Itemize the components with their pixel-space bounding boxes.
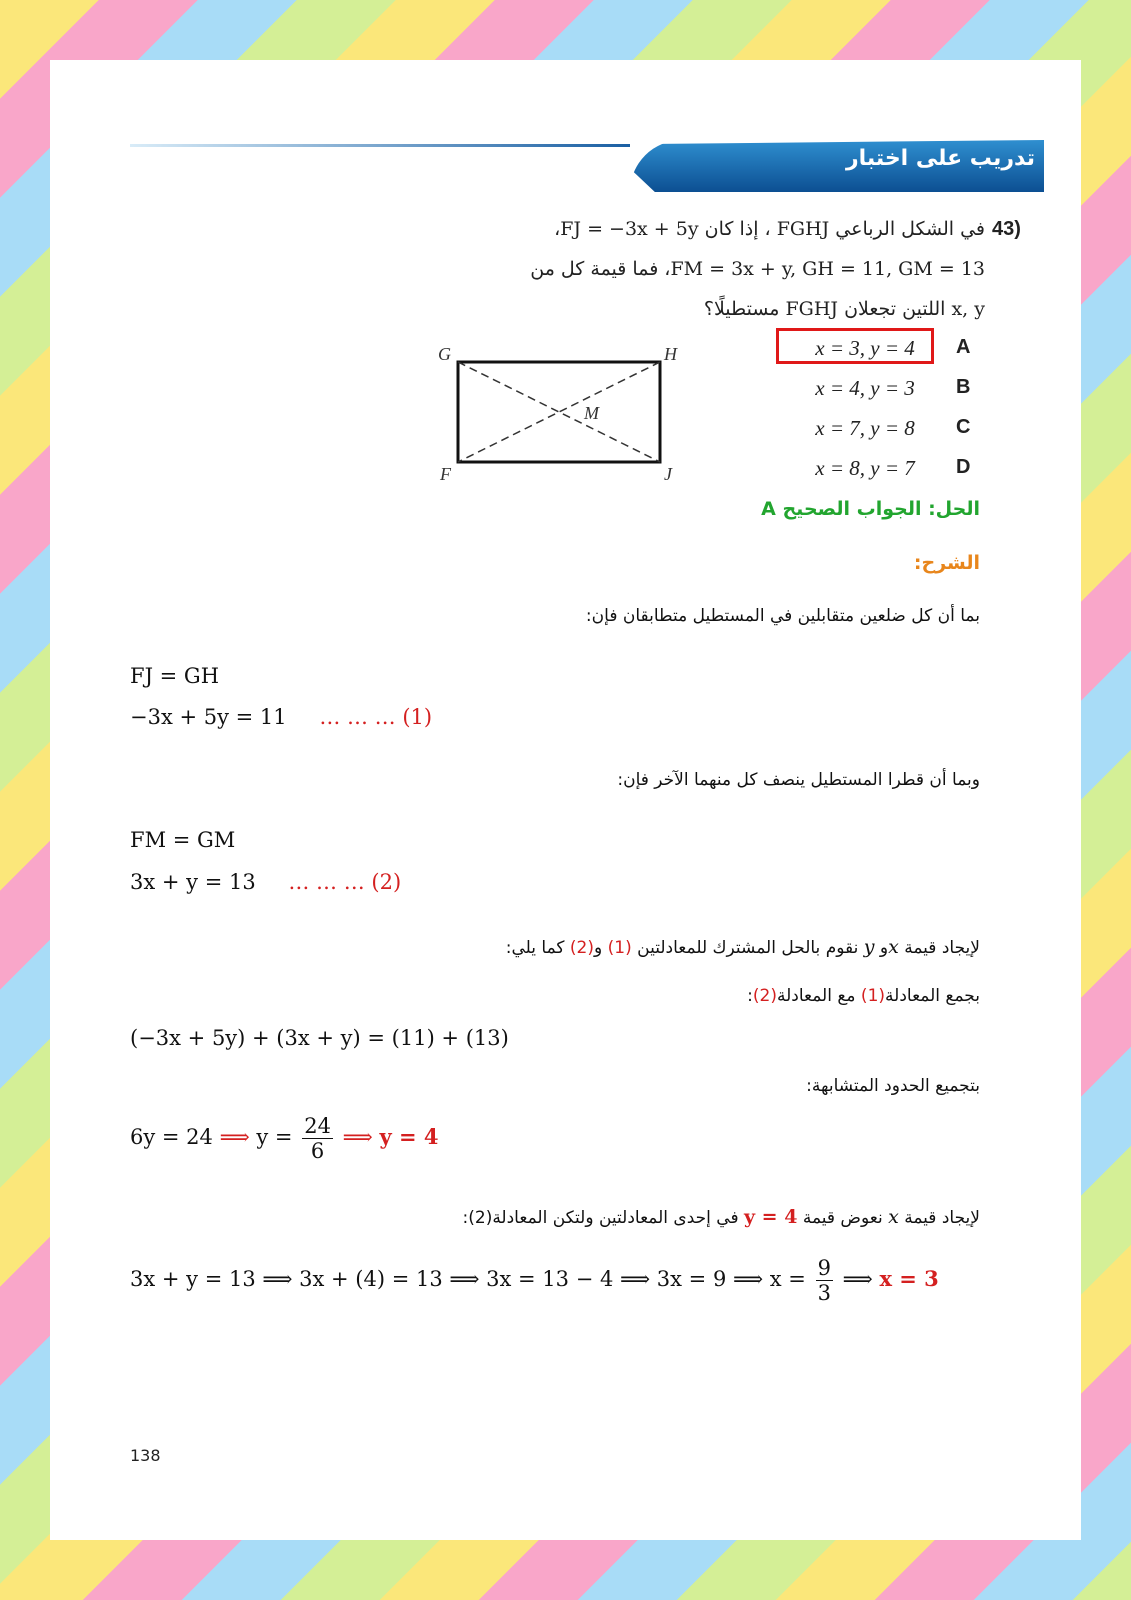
equation-solve-x [130,1256,939,1305]
question-line-1: في الشكل الرباعي FGHJ ، إذا كان FJ = −3x + 5y، [554,218,985,240]
variable-x: x [888,936,899,958]
value-y-4: y = 4 [744,1206,798,1228]
text-segment: في إحدى المعادلتين ولتكن المعادلة(2): [462,1208,739,1228]
text-segment: نقوم بالحل المشترك للمعادلتين [637,938,859,958]
option-value: x = 3, y = 4 [815,336,915,360]
denominator: 6 [310,1139,325,1164]
header-title: تدريب على اختبار [845,146,1035,171]
question-line-3: x, y اللتين تجعلان FGHJ مستطيلًا؟ [703,298,985,320]
option-value: x = 4, y = 3 [815,376,915,400]
result-x: x = 3 [879,1266,939,1292]
header-rule [130,144,630,147]
equation-fj-gh: FJ = GH [130,664,220,688]
result-y: y = 4 [379,1124,439,1150]
equation-ref-1: (1) [607,938,632,958]
option-letter: D [956,456,971,478]
numerator: 9 [817,1256,831,1280]
paragraph-joint-solution [250,936,980,958]
denominator: 3 [817,1281,831,1306]
option-letter: B [956,376,971,398]
text-segment: : [747,986,753,1006]
equation-ref-1: (1) [860,986,886,1006]
paragraph-like-terms: بتجميع الحدود المتشابهة: [806,1076,980,1096]
option-d[interactable] [780,452,990,482]
question-line-2: FM = 3x + y, GH = 11, GM = 13، فما قيمة كل من [530,258,985,280]
numerator: 24 [304,1114,331,1138]
explanation-heading: الشرح: [913,552,980,574]
equation-ref-2: (2) [569,938,595,958]
equation-1 [130,705,432,729]
text-segment: 3x + y = 13 ⟹ 3x + (4) = 13 ⟹ 3x = 13 − 4 ⟹ 3x = 9 ⟹ x = [130,1267,806,1292]
option-a[interactable] [780,332,990,362]
text-segment: لإيجاد قيمة [904,938,980,958]
implies-arrow: ⟹ [342,1125,373,1150]
variable-x: x [888,1206,899,1228]
label-g: G [438,344,451,364]
label-h: H [664,344,677,364]
equation-solve-y [130,1114,438,1163]
text-segment: و [879,938,889,958]
page-number: 138 [130,1446,161,1465]
option-value: x = 7, y = 8 [815,416,915,440]
text-segment: و [594,938,603,958]
equation-ref-2: (2) [752,986,777,1006]
paragraph-add-equations [350,986,980,1006]
option-b[interactable] [780,372,990,402]
implies-arrow: ⟹ [842,1267,873,1292]
equation-2-tag: … … … (2) [288,870,402,894]
text-segment: كما يلي: [505,938,565,958]
question-number: 43) [992,218,1021,240]
option-c[interactable] [780,412,990,442]
label-j: J [664,464,672,484]
rectangle-figure [430,340,690,490]
equation-1-tag: … … … (1) [319,705,433,729]
text-segment: نعوض قيمة [802,1208,883,1228]
label-f: F [440,464,451,484]
implies-arrow: ⟹ [219,1125,250,1150]
text-segment: 6y = 24 [130,1125,213,1150]
paragraph-diagonals: وبما أن قطرا المستطيل ينصف كل منهما الآخر فإن: [617,770,980,790]
option-letter: A [956,336,971,358]
text-segment: بجمع المعادلة [885,986,980,1006]
solution-answer: الحل: الجواب الصحيح A [761,498,980,520]
page [50,60,1081,1540]
label-m: M [584,403,599,423]
paragraph-opposite-sides: بما أن كل ضلعين متقابلين في المستطيل متطابقان فإن: [585,606,980,626]
equation-1-body: −3x + 5y = 11 [130,705,287,729]
text-segment: مع المعادلة [776,986,856,1006]
variable-y: y [863,936,875,958]
text-segment: لإيجاد قيمة [904,1208,980,1228]
paragraph-substitute [250,1206,980,1228]
fraction-24-6 [302,1114,333,1163]
equation-fm-gm: FM = GM [130,828,236,852]
equation-sum: (−3x + 5y) + (3x + y) = (11) + (13) [130,1026,509,1050]
option-letter: C [956,416,971,438]
fraction-9-3 [816,1256,833,1305]
text-segment: y = [256,1125,293,1150]
option-value: x = 8, y = 7 [815,456,915,480]
equation-2 [130,870,401,894]
equation-2-body: 3x + y = 13 [130,870,256,894]
